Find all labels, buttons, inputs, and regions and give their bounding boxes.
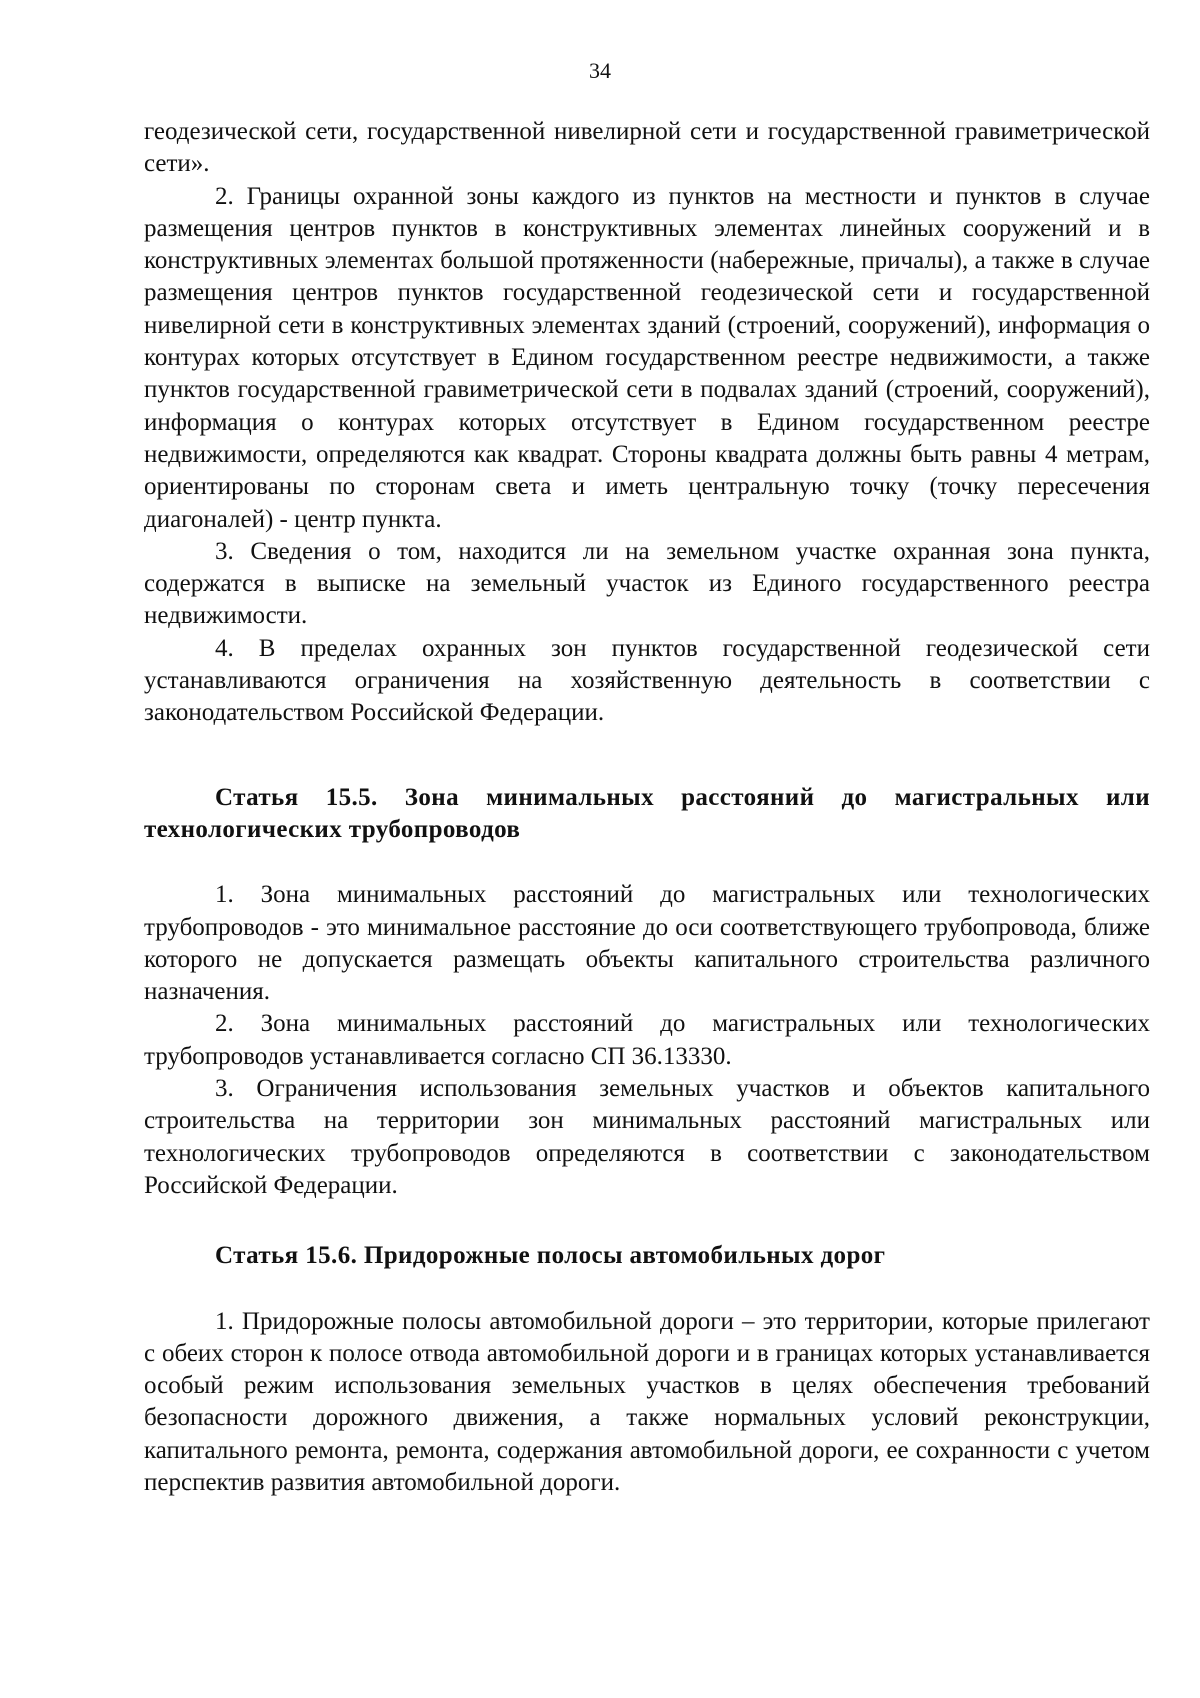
paragraph-continuation: геодезической сети, государственной нивелирной сети и государственной гравиметрической сети». [144, 118, 1150, 178]
article-15-6-heading: Статья 15.6. Придорожные полосы автомобильных дорог [215, 1242, 886, 1270]
article-15-5-heading: Статья 15.5. Зона минимальных расстояний до магистральных или технологических трубопроводов [144, 783, 1150, 843]
spacer [144, 1202, 1150, 1240]
article-15-5-paragraph-2: 2. Зона минимальных расстояний до магистральных или технологических трубопроводов устанавливается согласно СП 36.13330. [144, 1010, 1150, 1070]
spacer [144, 1273, 1150, 1306]
paragraph-item-3: 3. Сведения о том, находится ли на земельном участке охранная зона пункта, содержатся в выписке на земельный участок из Единого государственного реестра недвижимости. [144, 537, 1150, 630]
article-15-5-paragraph-1: 1. Зона минимальных расстояний до магистральных или технологических трубопроводов - это минимальное расстояние до оси соответствующего трубопровода, ближе которого не допускается размещать объекты капитального строительства различного назначения. [144, 881, 1150, 1006]
paragraph-item-4: 4. В пределах охранных зон пунктов государственной геодезической сети устанавливаются ограничения на хозяйственную деятельность в соответствии с законодательством Российской Федерации. [144, 634, 1150, 727]
article-15-5-paragraph-3: 3. Ограничения использования земельных участков и объектов капитального строительства на территории зон минимальных расстояний магистральных или технологических трубопроводов определяются в соответствии с законодательством Российской Федерации. [144, 1075, 1150, 1199]
page-number: 34 [589, 58, 611, 83]
spacer [144, 846, 1150, 879]
article-15-6-paragraph-1: 1. Придорожные полосы автомобильной дороги – это территории, которые прилегают с обеих сторон к полосе отвода автомобильной дороги и в границах которых устанавливается особый режим использования земельных участков в целях обеспечения требований безопасности дорожного движения, а также нормальных условий реконструкции, капитального ремонта, ремонта, содержания автомобильной дороги, ее сохранности с учетом перспектив развития автомобильной дороги. [144, 1307, 1150, 1496]
paragraph-item-2: 2. Границы охранной зоны каждого из пунктов на местности и пунктов в случае размещения центров пунктов в конструктивных элементах линейных сооружений и в конструктивных элементах большой протяженности (набережные, причалы), а также в случае размещения центров пунктов государственной геодезической сети и государственной нивелирной сети в конструктивных элементах зданий (строений, сооружений), информация о контурах которых отсутствует в Едином государственном реестре недвижимости, а также пунктов государственной гравиметрической сети в подвалах зданий (строений, сооружений), информация о контурах которых отсутствует в Едином государственном реестре недвижимости, определяются как квадрат. Стороны квадрата должны быть равны 4 метрам, ориентированы по сторонам света и иметь центральную точку (точку пересечения диагоналей) - центр пункта. [144, 182, 1150, 533]
spacer [144, 730, 1150, 782]
document-body [144, 116, 1150, 1499]
